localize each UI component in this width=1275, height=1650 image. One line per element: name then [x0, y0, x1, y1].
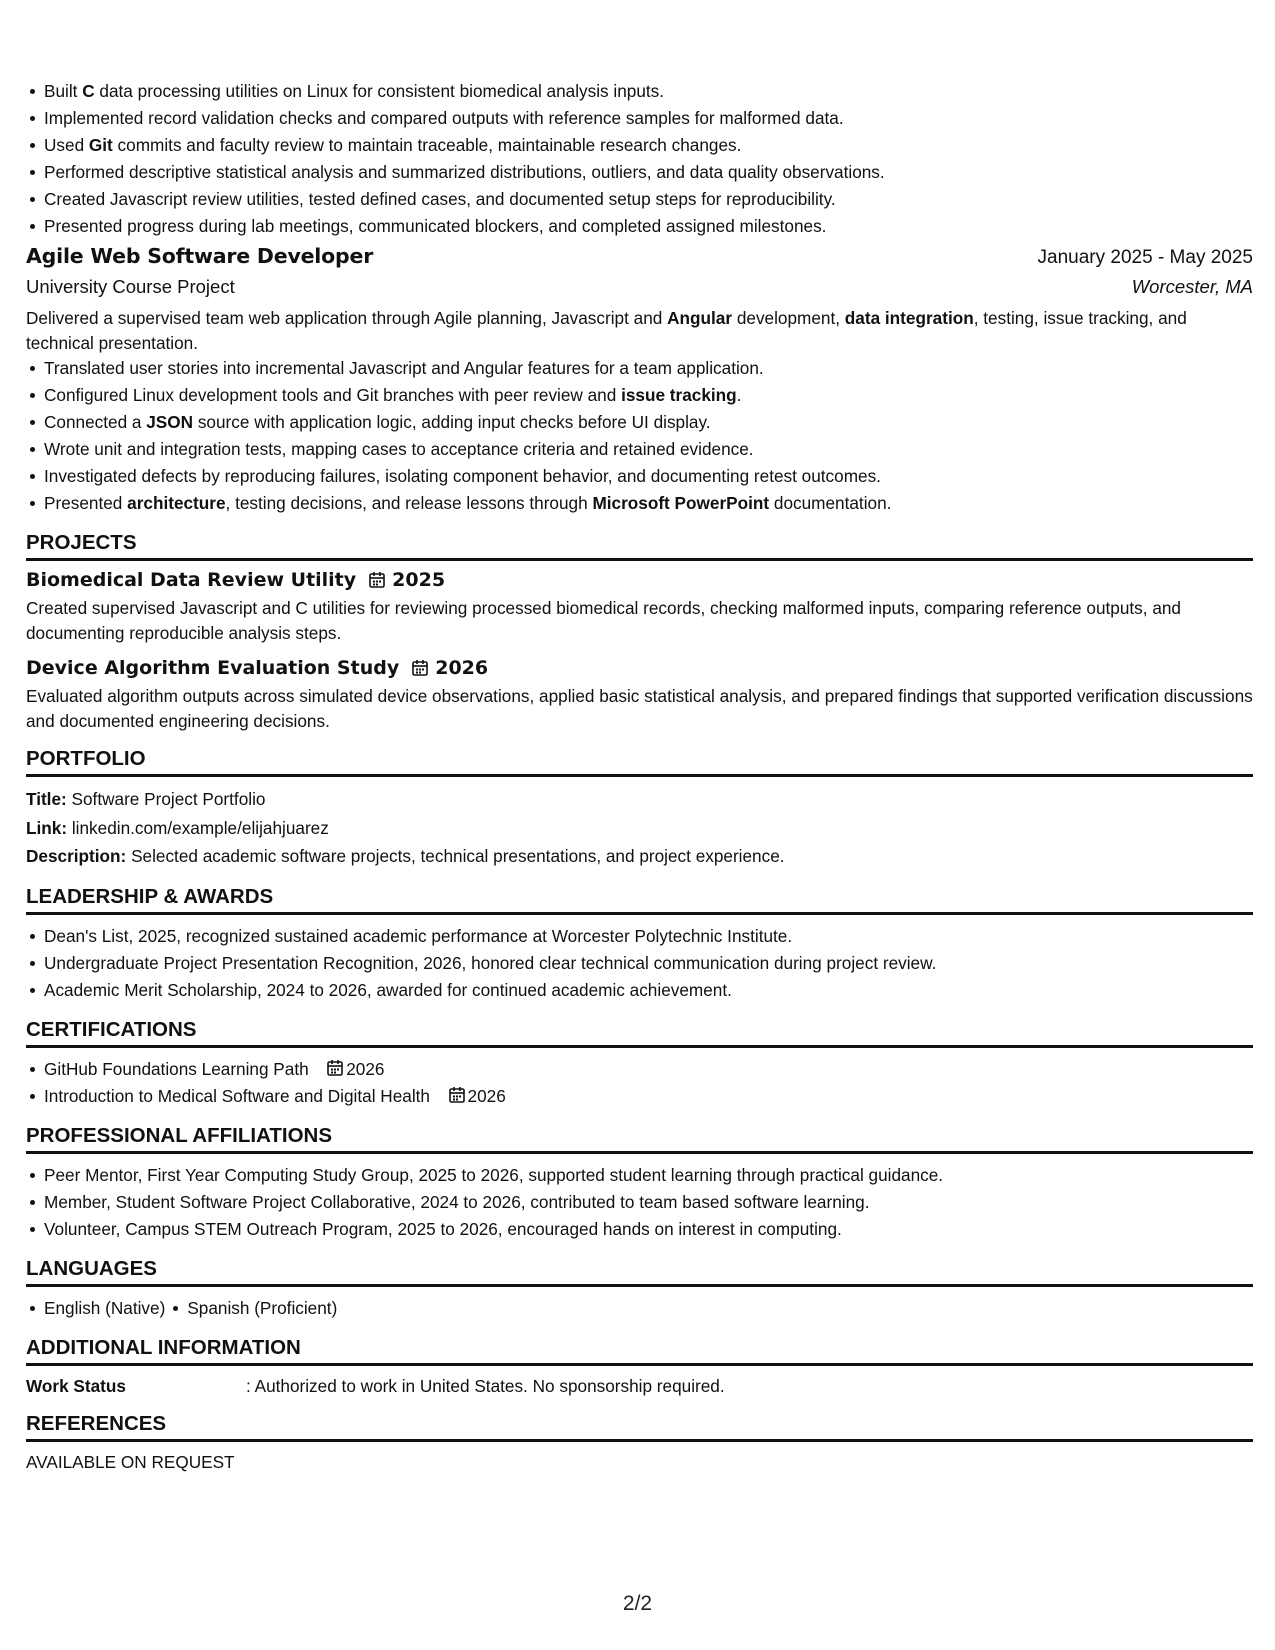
calendar-icon: [326, 1059, 344, 1077]
project-year: 2025: [392, 569, 446, 591]
list-item: GitHub Foundations Learning Path 2026: [44, 1056, 1253, 1083]
list-item: Created Javascript review utilities, tested defined cases, and documented setup steps for reproducibility.: [44, 186, 1253, 213]
list-item: Undergraduate Project Presentation Recognition, 2026, honored clear technical communication during project review.: [44, 950, 1253, 977]
section-heading-projects: PROJECTS: [26, 531, 1253, 561]
list-item: Volunteer, Campus STEM Outreach Program, 2025 to 2026, encouraged hands on interest in computing.: [44, 1216, 1253, 1243]
calendar-icon: [368, 571, 386, 589]
certifications-list: [26, 1056, 1253, 1110]
resume-page: [26, 78, 1253, 1474]
section-heading-additional: ADDITIONAL INFORMATION: [26, 1336, 1253, 1366]
job-location: Worcester, MA: [1131, 276, 1253, 297]
list-item: Academic Merit Scholarship, 2024 to 2026, awarded for continued academic achievement.: [44, 977, 1253, 1004]
project-name: Biomedical Data Review Utility: [26, 569, 357, 591]
list-item: Configured Linux development tools and Git branches with peer review and issue tracking.: [44, 382, 1253, 409]
leadership-list: [26, 923, 1253, 1004]
intro-bullet-list: [26, 78, 1253, 240]
section-heading-references: REFERENCES: [26, 1412, 1253, 1442]
list-item: Peer Mentor, First Year Computing Study Group, 2025 to 2026, supported student learning through practical guidance.: [44, 1162, 1253, 1189]
project-name: Device Algorithm Evaluation Study: [26, 657, 400, 679]
languages-list: [26, 1295, 1253, 1322]
project-description: Evaluated algorithm outputs across simulated device observations, applied basic statistical analysis, and prepared findings that supported verification discussions and documented engineering decisions.: [26, 686, 1253, 731]
list-item: Connected a JSON source with application logic, adding input checks before UI display.: [44, 409, 1253, 436]
project-description: Created supervised Javascript and C utilities for reviewing processed biomedical records, checking malformed inputs, comparing reference outputs, and documenting reproducible analysis steps.: [26, 598, 1181, 643]
calendar-icon: [448, 1086, 466, 1104]
work-status-row: [26, 1374, 1253, 1398]
list-item: Introduction to Medical Software and Digital Health 2026: [44, 1083, 1253, 1110]
list-item: English (Native): [44, 1295, 165, 1322]
project-title: [26, 657, 1253, 679]
portfolio-title-row: Title: Software Project Portfolio: [26, 789, 266, 809]
affiliations-list: [26, 1162, 1253, 1243]
list-item: Translated user stories into incremental Javascript and Angular features for a team application.: [44, 355, 1253, 382]
portfolio-link-row: Link: linkedin.com/example/elijahjuarez: [26, 817, 329, 838]
section-heading-portfolio: PORTFOLIO: [26, 747, 1253, 777]
work-status-label: Work Status: [26, 1375, 126, 1396]
job-header: [26, 244, 1253, 269]
list-item: Performed descriptive statistical analysis and summarized distributions, outliers, and data quality observations.: [44, 159, 1253, 186]
section-heading-certifications: CERTIFICATIONS: [26, 1018, 1253, 1048]
section-heading-affiliations: PROFESSIONAL AFFILIATIONS: [26, 1124, 1253, 1154]
portfolio-link[interactable]: linkedin.com/example/elijahjuarez: [71, 817, 329, 838]
project-year: 2026: [435, 657, 489, 679]
list-item: Member, Student Software Project Collaborative, 2024 to 2026, contributed to team based software learning.: [44, 1189, 1253, 1216]
job-organization: University Course Project: [26, 276, 235, 297]
job-subheader: [26, 276, 1253, 298]
list-item: Presented progress during lab meetings, communicated blockers, and completed assigned milestones.: [44, 213, 1253, 240]
list-item: Wrote unit and integration tests, mapping cases to acceptance criteria and retained evidence.: [44, 436, 1253, 463]
list-item: Implemented record validation checks and compared outputs with reference samples for malformed data.: [44, 105, 1253, 132]
job-title: Agile Web Software Developer: [26, 244, 374, 268]
list-item: Investigated defects by reproducing failures, isolating component behavior, and documenting retest outcomes.: [44, 463, 1253, 490]
list-item: Used Git commits and faculty review to maintain traceable, maintainable research changes.: [44, 132, 1253, 159]
work-status-value: : Authorized to work in United States. No sponsorship required.: [246, 1375, 725, 1396]
job-summary: Delivered a supervised team web application through Agile planning, Javascript and Angular development, data integration, testing, issue tracking, and technical presentation.: [26, 308, 1187, 353]
list-item: Built C data processing utilities on Linux for consistent biomedical analysis inputs.: [44, 78, 1253, 105]
page-number: 2/2: [622, 1592, 653, 1615]
calendar-icon: [411, 659, 429, 677]
references-text: AVAILABLE ON REQUEST: [26, 1451, 235, 1472]
job-dates: January 2025 - May 2025: [1037, 247, 1253, 268]
section-heading-languages: LANGUAGES: [26, 1257, 1253, 1287]
list-item: Presented architecture, testing decisions, and release lessons through Microsoft PowerPoint documentation.: [44, 490, 1253, 517]
portfolio-description-row: Description: Selected academic software projects, technical presentations, and project experience.: [26, 846, 785, 866]
job-bullet-list: [26, 355, 1253, 517]
list-item: Dean's List, 2025, recognized sustained academic performance at Worcester Polytechnic Institute.: [44, 923, 1253, 950]
section-heading-leadership: LEADERSHIP & AWARDS: [26, 885, 1253, 915]
project-title: [26, 569, 1253, 591]
list-item: Spanish (Proficient): [187, 1295, 337, 1322]
